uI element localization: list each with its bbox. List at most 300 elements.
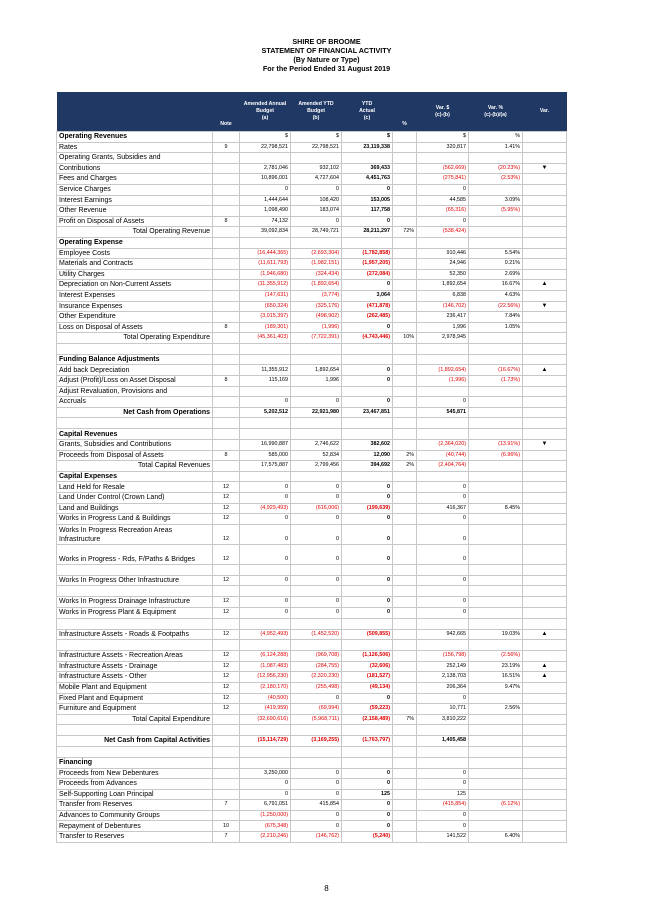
row-note (213, 407, 240, 418)
variance-indicator (523, 789, 567, 800)
row-description: Fees and Charges (57, 174, 213, 185)
percent-cell (393, 312, 417, 323)
ytd-budget-cell: 0 (291, 493, 342, 504)
percent-cell: 7% (393, 714, 417, 725)
annual-budget-cell: (11,611,793) (240, 259, 291, 270)
ytd-budget-cell: (7,722,391) (291, 333, 342, 344)
row-note (213, 768, 240, 779)
variance-indicator (523, 248, 567, 259)
variance-indicator (523, 832, 567, 843)
ytd-budget-cell: (69,994) (291, 704, 342, 715)
variance-dollar-cell (417, 725, 469, 736)
row-description: Operating Expense (57, 237, 213, 248)
variance-indicator (523, 618, 567, 629)
row-note: 12 (213, 514, 240, 525)
ytd-budget-cell: 0 (291, 597, 342, 608)
row-note (213, 174, 240, 185)
variance-percent-cell (469, 640, 523, 651)
ytd-actual-cell: 0 (342, 365, 393, 376)
variance-dollar-cell: (1,892,654) (417, 365, 469, 376)
ytd-actual-cell (342, 153, 393, 164)
total-row (57, 333, 567, 344)
annual-budget-cell: 115,169 (240, 376, 291, 387)
ytd-budget-cell: 22,921,980 (291, 407, 342, 418)
annual-budget-cell: 6,791,051 (240, 800, 291, 811)
variance-dollar-cell: 0 (417, 493, 469, 504)
variance-dollar-cell: 0 (417, 810, 469, 821)
variance-dollar-cell: 545,871 (417, 407, 469, 418)
variance-dollar-cell: (275,841) (417, 174, 469, 185)
variance-percent-cell (469, 343, 523, 354)
row-note (213, 365, 240, 376)
table-row (57, 682, 567, 693)
row-note (213, 440, 240, 451)
row-note: 12 (213, 704, 240, 715)
variance-dollar-cell: (2,404,764) (417, 461, 469, 472)
row-note (213, 810, 240, 821)
row-note (213, 132, 240, 143)
ytd-budget-cell: 2,746,622 (291, 440, 342, 451)
ytd-actual-cell: 0 (342, 779, 393, 790)
ytd-actual-cell: 0 (342, 693, 393, 704)
variance-indicator (523, 821, 567, 832)
percent-cell (393, 693, 417, 704)
percent-cell (393, 142, 417, 153)
variance-dollar-cell: 10,771 (417, 704, 469, 715)
ytd-budget-cell: 0 (291, 779, 342, 790)
header-description (57, 92, 213, 132)
ytd-actual-cell: (1,126,506) (342, 651, 393, 662)
row-note (213, 163, 240, 174)
percent-cell (393, 206, 417, 217)
ytd-actual-cell: (1,782,858) (342, 248, 393, 259)
ytd-actual-cell: (32,606) (342, 661, 393, 672)
variance-dollar-cell: 6,838 (417, 290, 469, 301)
row-note (213, 269, 240, 280)
row-note (213, 779, 240, 790)
variance-percent-cell: (13.91%) (469, 440, 523, 451)
ytd-actual-cell: 23,119,338 (342, 142, 393, 153)
ytd-budget-cell: (284,755) (291, 661, 342, 672)
ytd-budget-cell (291, 418, 342, 429)
variance-percent-cell: (6.12%) (469, 800, 523, 811)
annual-budget-cell: 11,355,912 (240, 365, 291, 376)
row-note: 12 (213, 524, 240, 544)
row-note: 10 (213, 821, 240, 832)
variance-dollar-cell: 24,946 (417, 259, 469, 270)
row-note (213, 290, 240, 301)
row-note (213, 418, 240, 429)
variance-percent-cell (469, 471, 523, 482)
ytd-budget-cell: (1,996) (291, 322, 342, 333)
ytd-actual-cell: 369,433 (342, 163, 393, 174)
row-description: Land Held for Resale (57, 482, 213, 493)
percent-cell (393, 376, 417, 387)
ytd-budget-cell: 1,996 (291, 376, 342, 387)
table-row (57, 269, 567, 280)
variance-dollar-cell: 1,892,654 (417, 280, 469, 291)
ytd-actual-cell: 4,451,763 (342, 174, 393, 185)
variance-indicator (523, 216, 567, 227)
variance-percent-cell (469, 227, 523, 238)
percent-cell (393, 746, 417, 757)
annual-budget-cell: 22,798,521 (240, 142, 291, 153)
row-description (57, 343, 213, 354)
header-note: Note (213, 92, 240, 132)
variance-percent-cell (469, 746, 523, 757)
percent-cell (393, 821, 417, 832)
row-description: Other Revenue (57, 206, 213, 217)
percent-cell (393, 365, 417, 376)
percent-cell (393, 429, 417, 440)
row-description: Works In Progress Recreation Areas Infrastructure (57, 524, 213, 544)
ytd-budget-cell: $ (291, 132, 342, 143)
variance-percent-cell (469, 386, 523, 397)
annual-budget-cell (240, 429, 291, 440)
ytd-budget-cell: 1,892,654 (291, 365, 342, 376)
ytd-budget-cell: 0 (291, 810, 342, 821)
percent-cell (393, 195, 417, 206)
row-description: Utility Charges (57, 269, 213, 280)
ytd-budget-cell (291, 640, 342, 651)
percent-cell (393, 216, 417, 227)
net-cash-row (57, 407, 567, 418)
variance-percent-cell (469, 714, 523, 725)
ytd-budget-cell (291, 618, 342, 629)
ytd-actual-cell: (1,763,797) (342, 736, 393, 747)
percent-cell (393, 704, 417, 715)
variance-dollar-cell: (415,854) (417, 800, 469, 811)
ytd-actual-cell (342, 618, 393, 629)
ytd-budget-cell (291, 386, 342, 397)
ytd-actual-cell (342, 343, 393, 354)
percent-cell (393, 354, 417, 365)
annual-budget-cell (240, 640, 291, 651)
row-description: Proceeds from New Debentures (57, 768, 213, 779)
variance-dollar-cell: 416,367 (417, 503, 469, 514)
table-row (57, 493, 567, 504)
variance-indicator (523, 322, 567, 333)
row-note (213, 640, 240, 651)
page-number: 8 (324, 884, 329, 893)
row-note (213, 714, 240, 725)
row-description: Proceeds from Advances (57, 779, 213, 790)
percent-cell (393, 184, 417, 195)
row-description: Financing (57, 757, 213, 768)
row-description: Total Capital Expenditure (57, 714, 213, 725)
row-description: Operating Grants, Subsidies and (57, 153, 213, 164)
table-row (57, 365, 567, 376)
percent-cell (393, 607, 417, 618)
percent-cell (393, 132, 417, 143)
variance-percent-cell: 9.47% (469, 682, 523, 693)
table-row (57, 544, 567, 564)
ytd-actual-cell: 394,692 (342, 461, 393, 472)
row-description: Land Under Control (Crown Land) (57, 493, 213, 504)
table-row (57, 450, 567, 461)
row-note (213, 397, 240, 408)
annual-budget-cell: (45,361,403) (240, 333, 291, 344)
variance-indicator (523, 607, 567, 618)
percent-cell (393, 482, 417, 493)
ytd-budget-cell: (5,968,711) (291, 714, 342, 725)
variance-percent-cell (469, 736, 523, 747)
percent-cell (393, 493, 417, 504)
ytd-actual-cell: 0 (342, 544, 393, 564)
annual-budget-cell (240, 237, 291, 248)
variance-percent-cell: 8.45% (469, 503, 523, 514)
variance-percent-cell (469, 216, 523, 227)
row-note: 12 (213, 607, 240, 618)
annual-budget-cell: 0 (240, 607, 291, 618)
variance-dollar-cell (417, 757, 469, 768)
variance-dollar-cell (417, 746, 469, 757)
row-description: Contributions (57, 163, 213, 174)
variance-indicator (523, 174, 567, 185)
variance-percent-cell: (16.67%) (469, 365, 523, 376)
table-row (57, 280, 567, 291)
row-description: Total Operating Expenditure (57, 333, 213, 344)
percent-cell (393, 651, 417, 662)
variance-indicator (523, 343, 567, 354)
annual-budget-cell: 0 (240, 482, 291, 493)
percent-cell (393, 174, 417, 185)
annual-budget-cell: (4,952,493) (240, 629, 291, 640)
percent-cell (393, 407, 417, 418)
table-row (57, 597, 567, 608)
table-row (57, 651, 567, 662)
annual-budget-cell: (15,114,729) (240, 736, 291, 747)
row-description: Self-Supporting Loan Principal (57, 789, 213, 800)
row-note: 12 (213, 661, 240, 672)
percent-cell (393, 301, 417, 312)
ytd-actual-cell: $ (342, 132, 393, 143)
percent-cell (393, 343, 417, 354)
percent-cell (393, 768, 417, 779)
variance-indicator (523, 376, 567, 387)
annual-budget-cell (240, 418, 291, 429)
variance-indicator (523, 461, 567, 472)
ytd-budget-cell (291, 429, 342, 440)
ytd-budget-cell (291, 725, 342, 736)
variance-dollar-cell: 0 (417, 575, 469, 586)
row-description (57, 618, 213, 629)
percent-cell: 2% (393, 461, 417, 472)
percent-cell (393, 789, 417, 800)
annual-budget-cell: 0 (240, 779, 291, 790)
table-row (57, 259, 567, 270)
table-row (57, 629, 567, 640)
percent-cell: 2% (393, 450, 417, 461)
table-row (57, 503, 567, 514)
ytd-actual-cell: (509,855) (342, 629, 393, 640)
variance-dollar-cell: (562,669) (417, 163, 469, 174)
variance-percent-cell (469, 725, 523, 736)
variance-dollar-cell (417, 153, 469, 164)
row-description: Works in Progress Plant & Equipment (57, 607, 213, 618)
report-title: SHIRE OF BROOME (292, 37, 361, 46)
ytd-budget-cell: (969,708) (291, 651, 342, 662)
row-description (57, 746, 213, 757)
annual-budget-cell: (11,355,912) (240, 280, 291, 291)
variance-percent-cell: 1.05% (469, 322, 523, 333)
row-description: Transfer from Reserves (57, 800, 213, 811)
ytd-actual-cell: (2,158,489) (342, 714, 393, 725)
variance-indicator (523, 757, 567, 768)
ytd-actual-cell (342, 386, 393, 397)
ytd-budget-cell: 52,834 (291, 450, 342, 461)
ytd-budget-cell: 0 (291, 821, 342, 832)
variance-percent-cell (469, 586, 523, 597)
annual-budget-cell: (12,956,230) (240, 672, 291, 683)
variance-indicator (523, 482, 567, 493)
report-subtitle: STATEMENT OF FINANCIAL ACTIVITY (261, 46, 392, 55)
ytd-budget-cell: (616,006) (291, 503, 342, 514)
variance-percent-cell: 7.84% (469, 312, 523, 323)
annual-budget-cell: (419,959) (240, 704, 291, 715)
row-description: Interest Expenses (57, 290, 213, 301)
variance-percent-cell (469, 779, 523, 790)
annual-budget-cell (240, 757, 291, 768)
table-row (57, 142, 567, 153)
variance-indicator (523, 418, 567, 429)
variance-dollar-cell: 0 (417, 482, 469, 493)
variance-indicator (523, 290, 567, 301)
variance-dollar-cell: 0 (417, 397, 469, 408)
annual-budget-cell: (16,444,365) (240, 248, 291, 259)
percent-cell (393, 280, 417, 291)
percent-cell (393, 248, 417, 259)
table-row (57, 832, 567, 843)
ytd-actual-cell (342, 640, 393, 651)
ytd-budget-cell (291, 564, 342, 575)
annual-budget-cell: 0 (240, 514, 291, 525)
variance-percent-cell (469, 461, 523, 472)
annual-budget-cell: 0 (240, 597, 291, 608)
variance-dollar-cell: 0 (417, 779, 469, 790)
table-row (57, 195, 567, 206)
ytd-budget-cell: 2,799,456 (291, 461, 342, 472)
table-row (57, 301, 567, 312)
ytd-budget-cell: 108,420 (291, 195, 342, 206)
ytd-actual-cell (342, 429, 393, 440)
variance-percent-cell: 23.19% (469, 661, 523, 672)
ytd-actual-cell: 0 (342, 280, 393, 291)
variance-percent-cell (469, 397, 523, 408)
total-row (57, 714, 567, 725)
variance-percent-cell (469, 618, 523, 629)
ytd-actual-cell: 23,467,851 (342, 407, 393, 418)
ytd-budget-cell: (3,169,255) (291, 736, 342, 747)
variance-indicator (523, 651, 567, 662)
ytd-actual-cell (342, 237, 393, 248)
variance-dollar-cell (417, 471, 469, 482)
ytd-actual-cell: 0 (342, 575, 393, 586)
percent-cell: 72% (393, 227, 417, 238)
row-description: Works in Progress - Rds, F/Paths & Bridges (57, 544, 213, 564)
annual-budget-cell: (3,015,397) (240, 312, 291, 323)
row-description (57, 725, 213, 736)
ytd-actual-cell: 28,211,297 (342, 227, 393, 238)
report-basis: (By Nature or Type) (293, 55, 360, 64)
row-description: Net Cash from Operations (57, 407, 213, 418)
variance-down-icon: ▼ (523, 301, 567, 312)
variance-percent-cell: 1.41% (469, 142, 523, 153)
ytd-actual-cell: 0 (342, 514, 393, 525)
percent-cell (393, 832, 417, 843)
variance-up-icon: ▲ (523, 280, 567, 291)
variance-dollar-cell: $ (417, 132, 469, 143)
header-percent: % (393, 92, 417, 132)
ytd-actual-cell: 0 (342, 821, 393, 832)
ytd-actual-cell: 0 (342, 184, 393, 195)
variance-percent-cell: % (469, 132, 523, 143)
ytd-budget-cell: (146,762) (291, 832, 342, 843)
row-note (213, 227, 240, 238)
variance-indicator (523, 386, 567, 397)
variance-percent-cell: 2.56% (469, 704, 523, 715)
variance-dollar-cell (417, 386, 469, 397)
variance-dollar-cell: (156,798) (417, 651, 469, 662)
ytd-budget-cell: 0 (291, 575, 342, 586)
percent-cell (393, 503, 417, 514)
ytd-budget-cell: (1,982,151) (291, 259, 342, 270)
variance-up-icon: ▲ (523, 672, 567, 683)
annual-budget-cell: (189,301) (240, 322, 291, 333)
row-description: Infrastructure Assets - Other (57, 672, 213, 683)
row-note (213, 746, 240, 757)
row-description: Capital Revenues (57, 429, 213, 440)
annual-budget-cell (240, 725, 291, 736)
percent-cell (393, 564, 417, 575)
variance-dollar-cell: 141,522 (417, 832, 469, 843)
variance-dollar-cell (417, 354, 469, 365)
variance-percent-cell (469, 153, 523, 164)
header-ytd-budget: Amended YTD Budget (b) (291, 92, 342, 132)
row-description: Transfer to Reserves (57, 832, 213, 843)
variance-indicator (523, 142, 567, 153)
row-description: Adjust (Profit)/Loss on Asset Disposal (57, 376, 213, 387)
ytd-actual-cell (342, 746, 393, 757)
row-note (213, 195, 240, 206)
variance-indicator (523, 493, 567, 504)
variance-dollar-cell (417, 429, 469, 440)
row-note (213, 736, 240, 747)
annual-budget-cell: (650,324) (240, 301, 291, 312)
ytd-budget-cell: (324,434) (291, 269, 342, 280)
annual-budget-cell: $ (240, 132, 291, 143)
annual-budget-cell (240, 618, 291, 629)
variance-indicator (523, 429, 567, 440)
annual-budget-cell: (147,631) (240, 290, 291, 301)
percent-cell (393, 440, 417, 451)
variance-dollar-cell: 0 (417, 693, 469, 704)
ytd-budget-cell: (1,452,520) (291, 629, 342, 640)
ytd-budget-cell: 4,727,604 (291, 174, 342, 185)
row-note: 8 (213, 322, 240, 333)
ytd-actual-cell (342, 354, 393, 365)
variance-indicator (523, 779, 567, 790)
row-description: Employee Costs (57, 248, 213, 259)
ytd-actual-cell: 0 (342, 376, 393, 387)
ytd-budget-cell (291, 354, 342, 365)
percent-cell (393, 397, 417, 408)
row-note (213, 386, 240, 397)
ytd-actual-cell: 117,758 (342, 206, 393, 217)
ytd-budget-cell: 0 (291, 768, 342, 779)
table-row (57, 290, 567, 301)
annual-budget-cell: (2,180,170) (240, 682, 291, 693)
